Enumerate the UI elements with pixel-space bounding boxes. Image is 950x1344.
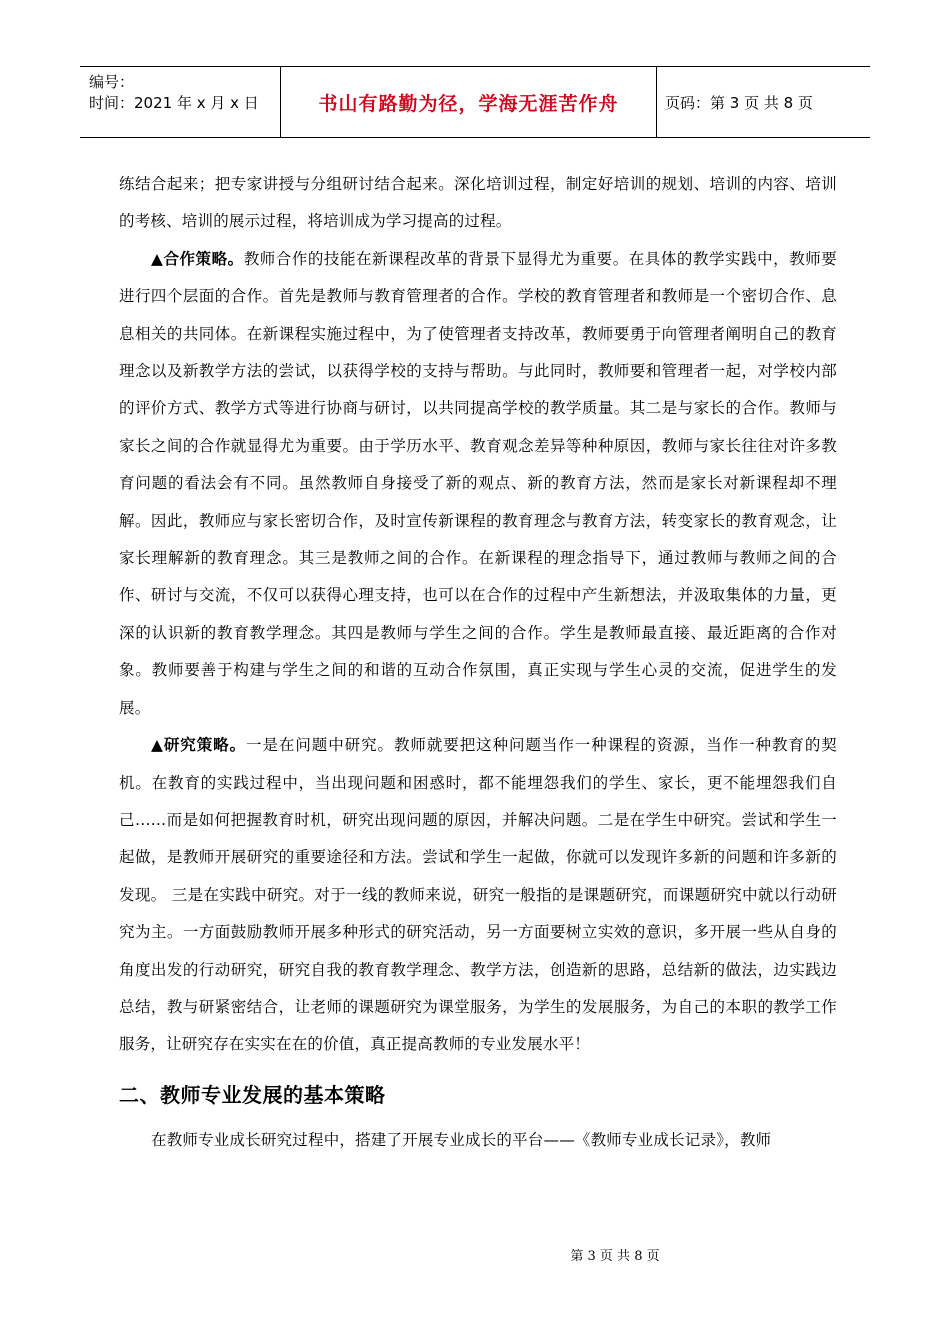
paragraph-basic-strategy: 在教师专业成长研究过程中，搭建了开展专业成长的平台——《教师专业成长记录》，教师 [151, 1130, 772, 1149]
footer-page-number: 第 3 页 共 8 页 [570, 1249, 660, 1264]
paragraph-research [119, 727, 837, 1064]
document-body [119, 166, 837, 1159]
paragraph-cooperation [119, 241, 837, 727]
research-strategy-text: 一是在问题中研究。教师就要把这种问题当作一种课程的资源，当作一种教育的契机。在教育的实践过程中，当出现问题和困惑时，都不能埋怨我们的学生、家长，更不能埋怨我们自己……而是如何把握教育时机，研究出现问题的原因，并解决问题。二是在学生中研究。尝试和学生一起做，是教师开展研究的重要途径和方法。尝试和学生一起做，你就可以发现许多新的问题和许多新的发现。 三是在实践中研究。对于一线的教师来说，研究一般指的是课题研究，而课题研究中就以行动研究为主。一方面鼓励教师开展多种形式的研究活动，另一方面要树立实效的意识，多开展一些从自身的角度出发的行动研究，研究自我的教育教学理念、教学方法，创造新的思路，总结新的做法，边实践边总结，教与研紧密结合，让老师的课题研究为课堂服务，为学生的发展服务，为自己的本职的教学工作服务，让研究存在实实在在的价值，真正提高教师的专业发展水平！ [119, 736, 838, 1054]
research-strategy-lead: ▲研究策略。 [151, 736, 247, 755]
header-page-info: 页码：第 3 页 共 8 页 [665, 93, 813, 112]
header-motto-cell [281, 67, 657, 137]
cooperation-strategy-text: 教师合作的技能在新课程改革的背景下显得尤为重要。在具体的教学实践中，教师要进行四个层面的合作。首先是教师与教育管理者的合作。学校的教育管理者和教师是一个密切合作、息息相关的共同体。在新课程实施过程中，为了使管理者支持改革，教师要勇于向管理者阐明自己的教育理念以及新教学方法的尝试，以获得学校的支持与帮助。与此同时，教师要和管理者一起，对学校内部的评价方式、教学方式等进行协商与研讨，以共同提高学校的教学质量。其二是与家长的合作。教师与家长之间的合作就显得尤为重要。由于学历水平、教育观念差异等种种原因，教师与家长往往对许多教育问题的看法会有不同。虽然教师自身接受了新的观点、新的教育方法，然而是家长对新课程却不理解。因此，教师应与家长密切合作，及时宣传新课程的教育理念与教育方法，转变家长的教育观念，让家长理解新的教育理念。其三是教师之间的合作。在新课程的理念指导下，通过教师与教师之间的合作、研讨与交流，不仅可以获得心理支持，也可以在合作的过程中产生新想法，并汲取集体的力量，更深的认识新的教育教学理念。其四是教师与学生之间的合作。学生是教师最直接、最近距离的合作对象。教师要善于构建与学生之间的和谐的互动合作氛围，真正实现与学生心灵的交流，促进学生的发展。 [119, 249, 837, 717]
page-footer [0, 1245, 950, 1264]
section-heading: 二、教师专业发展的基本策略 [119, 1082, 386, 1107]
header-motto: 书山有路勤为径，学海无涯苦作舟 [318, 92, 619, 115]
document-number-label: 编号： [89, 73, 135, 91]
paragraph-training: 练结合起来；把专家讲授与分组研讨结合起来。深化培训过程，制定好培训的规划、培训的内容、培训的考核、培训的展示过程，将培训成为学习提高的过程。 [119, 175, 837, 231]
header-meta-cell [80, 67, 281, 137]
document-time-label: 时间：2021 年 x 月 x 日 [89, 94, 259, 112]
cooperation-strategy-lead: ▲合作策略。 [151, 249, 244, 268]
document-header [80, 66, 870, 138]
